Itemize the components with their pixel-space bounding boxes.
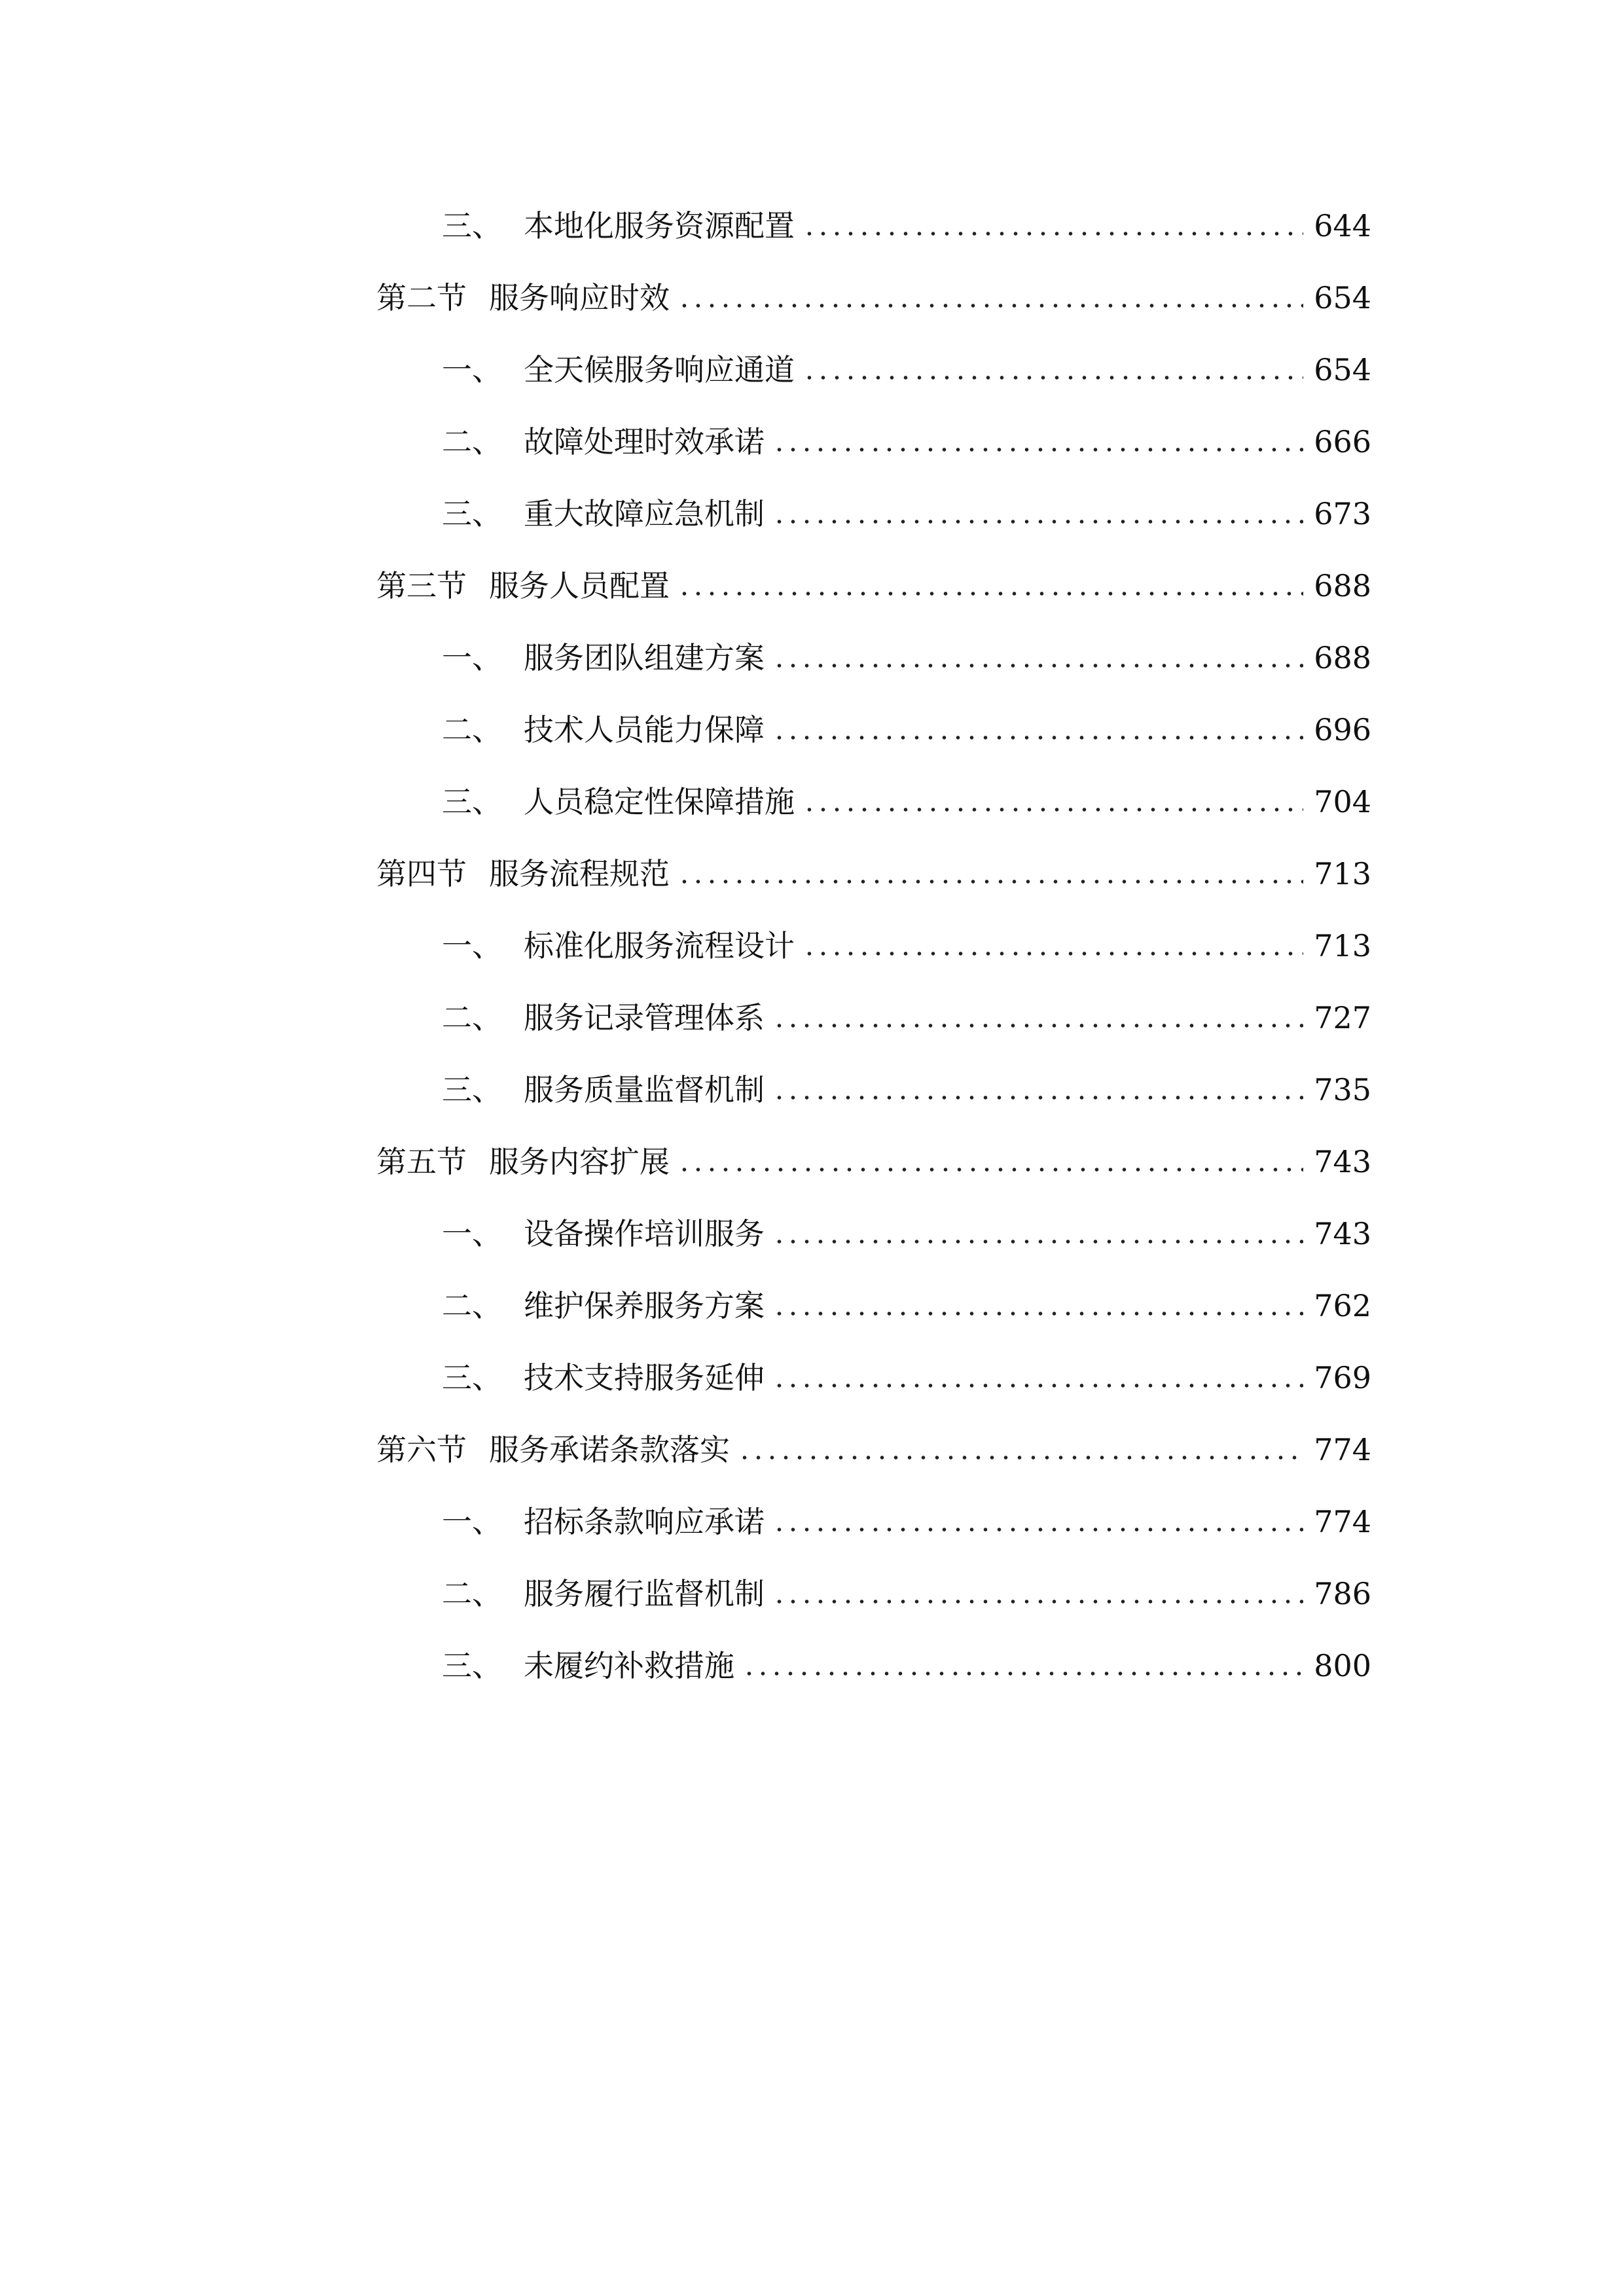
table-of-contents	[376, 190, 1371, 1702]
toc-entry-page-number: 762	[1314, 1288, 1371, 1323]
toc-entry-number: 二、	[442, 424, 502, 459]
toc-entry-page-number: 654	[1314, 352, 1371, 387]
toc-entry-title: 人员稳定性保障措施	[524, 784, 795, 819]
dot-leader	[772, 1526, 1303, 1533]
dot-leader	[772, 1238, 1303, 1245]
dot-leader	[772, 1310, 1303, 1317]
toc-entry-number: 二、	[442, 1288, 502, 1323]
toc-entry-number: 二、	[442, 712, 502, 747]
toc-entry-title: 服务团队组建方案	[524, 640, 765, 675]
toc-entry-title: 重大故障应急机制	[524, 496, 765, 531]
toc-section-title: 服务响应时效	[489, 280, 670, 315]
toc-section[interactable]	[376, 1414, 1371, 1486]
toc-entry-title: 招标条款响应承诺	[524, 1504, 765, 1539]
toc-entry-number: 二、	[442, 1000, 502, 1035]
dot-leader	[772, 1022, 1303, 1029]
toc-entry-page-number: 644	[1314, 208, 1371, 243]
toc-entry-title: 标准化服务流程设计	[524, 928, 795, 963]
toc-entry[interactable]	[376, 478, 1371, 550]
toc-section[interactable]	[376, 1126, 1371, 1198]
toc-section-title: 服务人员配置	[489, 568, 670, 603]
dot-leader	[772, 1094, 1303, 1101]
toc-entry-page-number: 696	[1314, 712, 1371, 747]
toc-section-number: 第五节	[376, 1144, 467, 1179]
toc-section-title: 服务承诺条款落实	[489, 1432, 730, 1467]
toc-section-title: 服务内容扩展	[489, 1144, 670, 1179]
toc-entry[interactable]	[376, 1558, 1371, 1630]
toc-entry-title: 技术人员能力保障	[524, 712, 765, 747]
toc-entry[interactable]	[376, 766, 1371, 838]
toc-section[interactable]	[376, 550, 1371, 622]
toc-entry-title: 设备操作培训服务	[524, 1216, 765, 1251]
dot-leader	[677, 302, 1303, 309]
toc-entry-number: 一、	[442, 352, 502, 387]
toc-entry-title: 全天候服务响应通道	[524, 352, 795, 387]
toc-entry-page-number: 735	[1314, 1072, 1371, 1107]
toc-entry[interactable]	[376, 1054, 1371, 1126]
toc-entry-page-number: 786	[1314, 1576, 1371, 1611]
toc-entry-page-number: 688	[1314, 640, 1371, 675]
toc-entry-number: 三、	[442, 1072, 502, 1107]
dot-leader	[677, 1166, 1303, 1173]
toc-entry-number: 二、	[442, 1576, 502, 1611]
toc-entry-page-number: 769	[1314, 1360, 1371, 1395]
dot-leader	[772, 1598, 1303, 1605]
toc-entry-number: 一、	[442, 640, 502, 675]
toc-entry[interactable]	[376, 622, 1371, 694]
toc-entry-number: 一、	[442, 1216, 502, 1251]
toc-section-number: 第六节	[376, 1432, 467, 1467]
dot-leader	[803, 806, 1303, 813]
toc-entry-number: 三、	[442, 1648, 502, 1683]
dot-leader	[803, 950, 1303, 957]
toc-entry-number: 三、	[442, 208, 502, 243]
toc-entry-page-number: 673	[1314, 496, 1371, 531]
toc-entry-title: 服务记录管理体系	[524, 1000, 765, 1035]
dot-leader	[742, 1670, 1303, 1677]
dot-leader	[772, 662, 1303, 669]
toc-entry[interactable]	[376, 1342, 1371, 1414]
dot-leader	[803, 374, 1303, 381]
toc-entry-title: 故障处理时效承诺	[524, 424, 765, 459]
toc-entry[interactable]	[376, 1630, 1371, 1702]
toc-section-page-number: 743	[1314, 1144, 1371, 1179]
toc-entry[interactable]	[376, 910, 1371, 982]
dot-leader	[803, 230, 1303, 237]
toc-section-page-number: 688	[1314, 568, 1371, 603]
toc-entry-number: 一、	[442, 1504, 502, 1539]
toc-entry[interactable]	[376, 982, 1371, 1054]
dot-leader	[772, 1382, 1303, 1389]
toc-entry[interactable]	[376, 190, 1371, 262]
toc-entry-title: 本地化服务资源配置	[524, 208, 795, 243]
toc-entry-page-number: 800	[1314, 1648, 1371, 1683]
toc-entry-number: 三、	[442, 496, 502, 531]
toc-section-number: 第四节	[376, 856, 467, 891]
toc-entry-title: 维护保养服务方案	[524, 1288, 765, 1323]
toc-entry-number: 一、	[442, 928, 502, 963]
toc-entry-number: 三、	[442, 1360, 502, 1395]
toc-section-title: 服务流程规范	[489, 856, 670, 891]
toc-section-page-number: 774	[1314, 1432, 1371, 1467]
toc-section-number: 第三节	[376, 568, 467, 603]
toc-section-page-number: 654	[1314, 280, 1371, 315]
dot-leader	[677, 878, 1303, 885]
dot-leader	[772, 518, 1303, 525]
toc-section[interactable]	[376, 262, 1371, 334]
toc-entry-page-number: 704	[1314, 784, 1371, 819]
toc-entry[interactable]	[376, 1198, 1371, 1270]
toc-entry[interactable]	[376, 334, 1371, 406]
toc-entry-page-number: 743	[1314, 1216, 1371, 1251]
toc-entry-page-number: 774	[1314, 1504, 1371, 1539]
toc-entry[interactable]	[376, 694, 1371, 766]
dot-leader	[772, 734, 1303, 741]
dot-leader	[677, 590, 1303, 597]
toc-entry[interactable]	[376, 406, 1371, 478]
dot-leader	[738, 1454, 1303, 1461]
dot-leader	[772, 446, 1303, 453]
toc-section-page-number: 713	[1314, 856, 1371, 891]
toc-entry-title: 未履约补救措施	[524, 1648, 734, 1683]
toc-entry[interactable]	[376, 1486, 1371, 1558]
toc-entry-number: 三、	[442, 784, 502, 819]
toc-section-number: 第二节	[376, 280, 467, 315]
toc-entry-title: 服务履行监督机制	[524, 1576, 765, 1611]
toc-entry-page-number: 666	[1314, 424, 1371, 459]
toc-entry-page-number: 727	[1314, 1000, 1371, 1035]
toc-entry-title: 技术支持服务延伸	[524, 1360, 765, 1395]
toc-entry[interactable]	[376, 1270, 1371, 1342]
toc-section[interactable]	[376, 838, 1371, 910]
toc-entry-page-number: 713	[1314, 928, 1371, 963]
toc-entry-title: 服务质量监督机制	[524, 1072, 765, 1107]
